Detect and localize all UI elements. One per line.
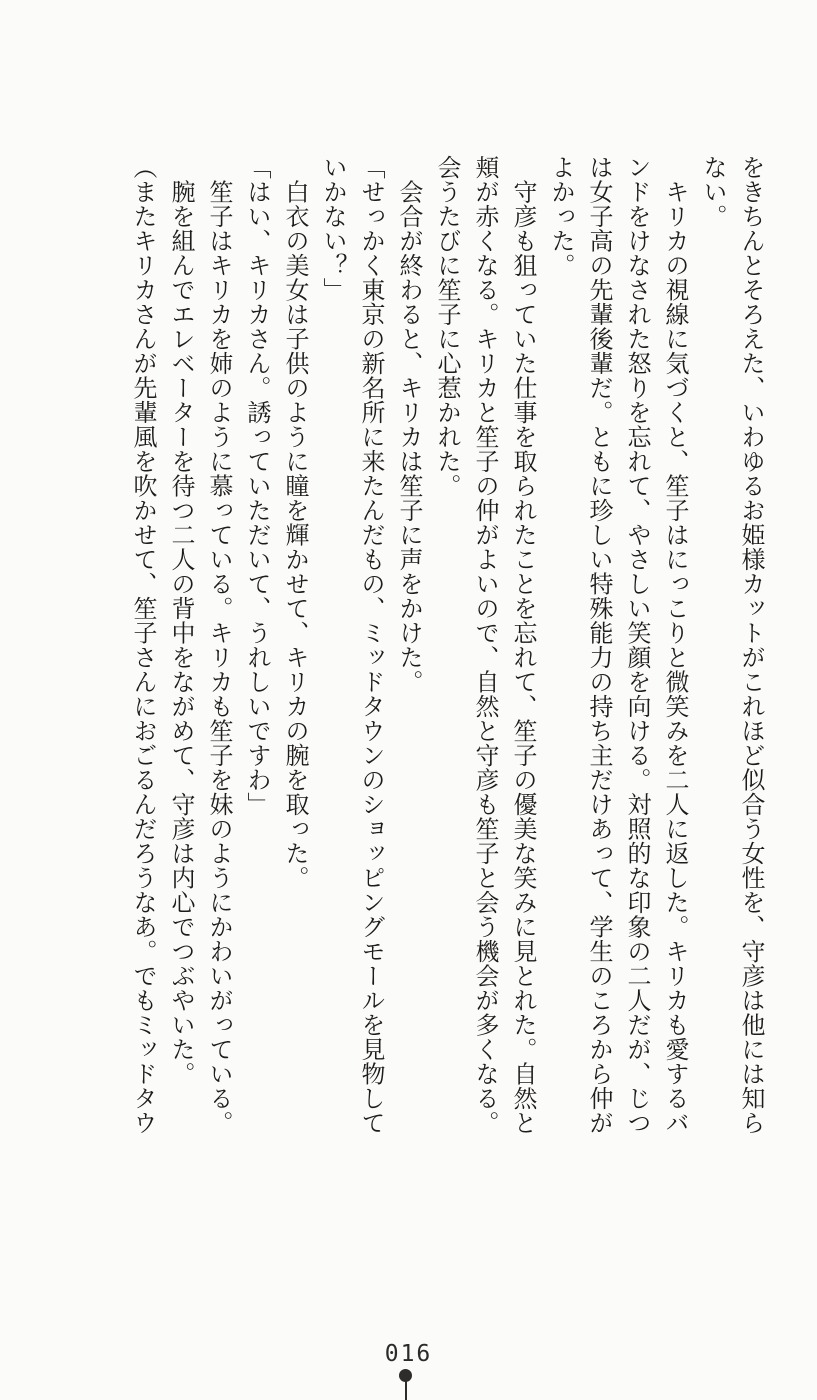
text-column-9: 会うたびに笙子に心惹かれた。 — [433, 155, 461, 498]
text-column-11: 「せっかく東京の新名所に来たんだもの、ミッドタウンのショッピングモールを見物して — [357, 155, 385, 1135]
pin-stem — [405, 1380, 407, 1400]
text-column-10: 会合が終わると、キリカは笙子に声をかけた。 — [395, 155, 423, 694]
text-column-14: 「はい、キリカさん。誘っていただいて、うれしいですわ」 — [243, 155, 271, 817]
body-text — [124, 155, 770, 1175]
text-column-3: キリカの視線に気づくと、笙子はにっこりと微笑みを二人に返した。キリカも愛するバ — [661, 155, 689, 1135]
text-column-1: をきちんとそろえた、いわゆるお姫様カットがこれほど似合う女性を、守彦は他には知ら — [737, 155, 765, 1135]
pin-ornament-icon — [399, 1369, 413, 1400]
text-column-13: 白衣の美女は子供のように瞳を輝かせて、キリカの腕を取った。 — [281, 155, 309, 890]
text-column-7: 守彦も狙っていた仕事を取られたことを忘れて、笙子の優美な笑みに見とれた。自然と — [509, 155, 537, 1135]
text-column-16: 腕を組んでエレベーターを待つ二人の背中をながめて、守彦は内心でつぶやいた。 — [167, 155, 195, 1086]
text-column-8: 頬が赤くなる。キリカと笙子の仲がよいので、自然と守彦も笙子と会う機会が多くなる。 — [471, 155, 499, 1135]
text-column-2: ない。 — [699, 155, 727, 229]
text-column-5: は女子高の先輩後輩だ。ともに珍しい特殊能力の持ち主だけあって、学生のころから仲が — [585, 155, 613, 1135]
text-column-6: よかった。 — [547, 155, 575, 278]
text-column-4: ンドをけなされた怒りを忘れて、やさしい笑顔を向ける。対照的な印象の二人だが、じつ — [623, 155, 651, 1135]
page-number: 016 — [384, 1341, 433, 1367]
text-column-12: いかない？」 — [319, 155, 347, 302]
text-column-15: 笙子はキリカを姉のように慕っている。キリカも笙子を妹のようにかわいがっている。 — [205, 155, 233, 1135]
text-column-17: （またキリカさんが先輩風を吹かせて、笙子さんにおごるんだろうなあ。でもミッドタウ — [129, 155, 157, 1135]
